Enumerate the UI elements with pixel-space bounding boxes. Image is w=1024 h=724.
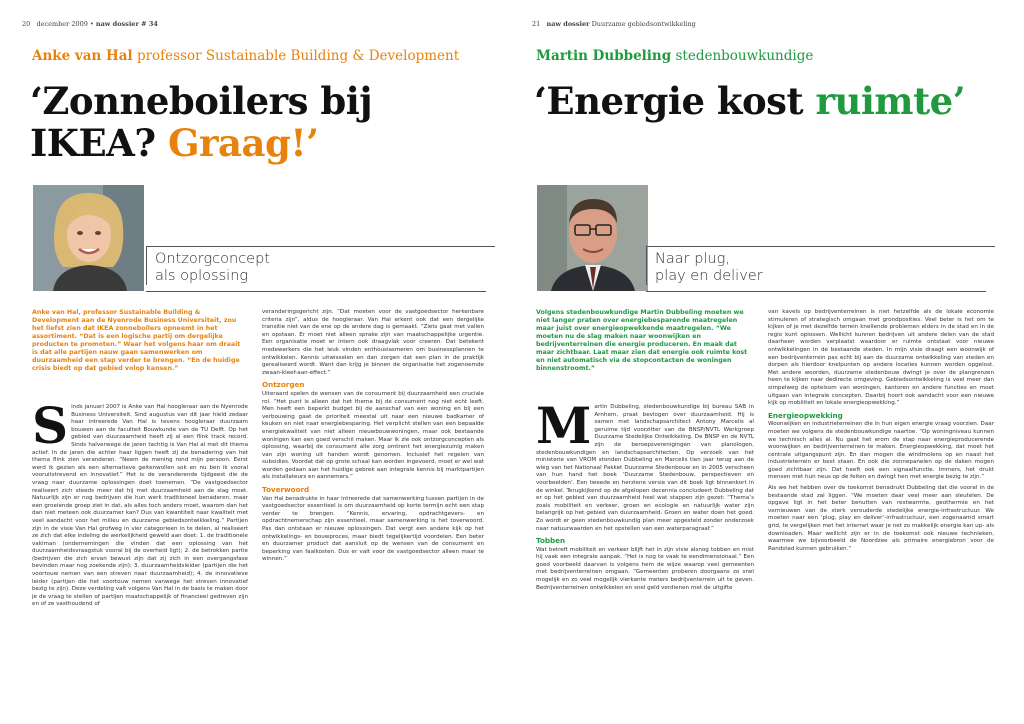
left-headline-accent: Graag!’ [167,121,319,165]
right-subhead-line2: play en deliver [655,268,763,284]
left-headline-line2-a: IKEA? [30,121,168,165]
left-byline [32,48,459,64]
right-folio [532,20,696,28]
right-col2-paragraph-1: van kavels op bedrijventerreinen is niet hetzelfde als de lokale economie stimuleren of strategisch omgaan met grondposities. Veel beter is het om te kijken of je met dezelfde terrein knellende problemen elders in de stad en in de regio kunt oplossen. Wellicht kunnen bedrijven uit andere delen van de stad daarheen worden verplaatst waardoor er ruimte ontstaat voor nieuwe ontwikkelingen in de bestaande steden. In mijn visie draagt een woonwijk of een bedrijventerrein pas echt bij aan de duurzame ontwikkeling van steden en dorpen als hierdoor knelpunten op andere locaties kunnen worden opgelost. Met andere woorden, duurzame stedenbouw dwingt je over de plangrenzen heen te kijken naar dedirecte omgeving. Gebiedsontwikkeling is veel meer dan simpelweg de optelsom van woningen, kantoren en andere functies en moet uitgaan van integrale concepten. Daarbij hoort ook aandacht voor een nieuwe kijk op mobiliteit en lokale energieopwekking.” [768,309,994,407]
left-col2-paragraph-1: veranderingsgericht zijn. “Dat moeten voor de vastgoedsector herkenbare criteria zijn”, aldus de hoogleraar. Van Hal erkent ook dat een dergelijke transitie niet van de ene op de andere dag is gemaakt. “Ziets gaat met vallen en opstaan. Er moet niet alleen sprake zijn van maatschappelijke urgentie. Een organisatie moet er intern ook draagvlak voor creeren. Dat betekent medewerkers die het leuk vinden enthousiasmeren om businessplannen te ontwikkelen. Kennis uitwisselen en dan zorgen dat een plan in de praktijk gerealiseerd wordt. Want dan krijg je binnen de organisatie het zogenoemde zwaan-kleef-aan-effect.” [262,309,484,376]
right-headline [534,80,1014,122]
left-author-photo [33,185,144,291]
left-subhead-line2: als oplossing [155,268,249,284]
right-author-name: Martin Dubbeling [536,48,672,64]
right-section-energieopwekking: Energieopwekking [768,410,843,420]
left-col1-paragraph: inds januari 2007 is Anke van Hal hoogleraar aan de Nyenrode Business Universiteit. Sind augustus van dit jaar hield zedaar haar intreerede Van Hal is tevens hoogleraar duurzaam bouwen aan de faculteit Bouwkunde van de TU Delft. Op het gebied van duurzaamheid heeft zij al een flink track record. Sinds halverwege de jaren tachtig is Van Hal al met dit thema actief. In de jaren die achter haar liggen heeft zij de benadering van het thema flink zien veranderen. “Neem de mening rond mijn persoon. Eerst werd ik gezien als een alternatieve geitenwollen sok en nu ben ik vooral vooruitstrevend en innovatief.” Het is de veranderende tijdgeest die de vraag naar duurzame oplossingen doet toenemen. “De vastgoedsector realiseert zich steeds meer dat hij met duurzaamheid aan de slag moet. Natuurlijk zijn er nog bedrijven die hun werk traditioneel benaderen, maar een groeiende groep ziet in dat, als alles toch anders moet, waarom dan het dan niet meteen ook duurzamer kan? Dus van kwantiteit naar kwaliteit met veel aandacht voor het milieu en duurzame gebiedsontwikkeling.” Partijen zijn in de visie Van Hal grofweg in vier categorieen in te delen, al realiseert ze zich dat elke indeling de werkelijkheid geweld aan doet: 1. de traditionele vaklman (ondernemingen die vinden dat een oplossing van het duurzaamheidsvraagstuk vooral bij de overheid ligt); 2. de betrokken partie (bedrijven die zich ervan bewust zijn dat zij zich in een overgangsfase bevinden maar nog zoekende zijn); 3. duurzaamheidsleider (partijen die het voortouw nemen van een streven naar duurzaamheid); 4. de innovatieve leider (partijen die het voortouw nemen vanwege het streven innovatief bezig te zijn). Deze verdeling valt volgens Van Hal in de basis te maken door je de vraag te stellen of partijen maatschappelijk of financieel gedreven zijn en of ze vasthoudend of [32,404,248,608]
left-folio-title: naw dossier # 34 [95,20,158,28]
right-col1-paragraph-2: Wat betreft mobiliteit en verkeer blijft het in zijn visie alsnog tobben en mist hij vaak een integrale aanpak. “Het is nog te vaak te eendimensionaal.” Een goed voorbeeld daarvan is volgens hem de wijze waarop veel gemeenten met bedrijventerreinen omgaan. “Gemeenten proberen doorgaans zo snel mogelijk en zo veel mogelijk vierkante meters bedrijventerrein uit te geven. Bedrijventerreinen ontwikkelen en snel geld verdienen met de uitgifte [536,546,754,591]
right-col2-paragraph-3: Als we het hebben over de toekomst benadrukt Dubbeling dat die vooral in de bestaande stad zal liggen. “We moeten daar veel meer aan sleutelen. De opgave ligt in het beter benutten van restwarmte, geothermie en het vernieuwen van de sterk verouderde stedelijke energie-infrastructuur. We moeten naar een ‘plug, play en deliver’-infrastructuur, een zogenaamd smart grid, te vergelijken met het internet waar je net zo makkelijk energie kan up- als downloaden. Maar wellicht zijn er in de toekomst ook nieuwe technieken, waarmee we bijvoorbeeld de Noordzee als primaire energiebron voor de Randstad kunnen gebruiken.” [768,485,994,552]
portrait-woman-image [33,185,144,291]
left-folio-issue: december 2009 • [36,20,94,28]
right-author-role: stedenbouwkundige [671,48,814,64]
left-subhead [146,246,495,285]
right-intro: Volgens stedenbouwkundige Martin Dubbeling moeten we niet langer praten over energiebesparende maatregelen maar juist over energieopwekkende maatregelen. “We moeten nu de slag maken naar woonwijken en bedrijventerreinen die energie produceren. En maak dat maar zichtbaar. Laat maar zien dat energie ook ruimte kost en niet automatisch via de stopcontacten de woningen binnenstroomt.” [536,309,748,372]
left-column-1 [32,396,248,612]
right-folio-subject: Duurzame gebiedsontwikkeling [589,20,696,28]
right-subhead-rule [646,291,986,292]
left-author-name: Anke van Hal [32,48,133,64]
left-section-toverwoord: Toverwoord [262,485,310,495]
right-dropcap: M [536,396,592,455]
right-page [512,0,1024,724]
left-subhead-line1: Ontzorgconcept [155,251,270,267]
right-page-number: 21 [532,20,541,28]
right-folio-title: naw dossier [546,20,590,28]
left-headline-line1: ‘Zonneboilers bij [30,79,373,123]
left-subhead-rule [146,291,486,292]
right-col2-paragraph-2: Woonwijken en industrieterreinen die in hun eigen energie vraag voorzien. Daar moeten we volgens de stedenbouwkundige naartoe. “Op woningniveau kunnen we technisch alles al. Nu gaat het erom de stap naar energieproducerende woonwijken en bedrijventerreinen te maken. Energieopwekking, dat moet het centrale uitgangspunt zijn. En dan mogen die windmolens op en naast het industrieterrein er best staan. En ook die zonnepanelen op de daken mogen goed zichtbaar zijn. Dat heeft ook een signaalfunctie. Immers, het drukt mensen met hun neus op de feiten en dwingt hen met energie bezig te zijn.” [768,421,994,481]
left-col2-paragraph-2: Uiteraard spelen de wensen van de consument bij duurzaamheid een cruciale rol. “Het punt is alleen dat het thema bij de consument nog niet echt leeft. Men heeft een beperkt budget bij de aanschaf van een woning en bij een verbouwing gaat de prioriteit meestal uit naar een nieuwe badkamer of keuken en niet naar energiebesparing. Het verplicht stellen van een bepaalde energiekwaliteit van niet alleen nieuwbouwwoningen, maar ook bestaande woningen kan een goed verschil maken. Maar ik zie ook ontzorgconcepten als oplossing, waarbij de consument alle zorg omtrent het energiezuinig maken van zijn woning uit handen wordt genomen. Inclusief het regelen van subsidies. Voordat dat op grote schaal kan worden ingevoerd, moet er wel wat worden gedaan aan het huidige gebrek aan integrale kennis bij marktpartijen als installateurs en aannemers.” [262,390,484,481]
left-headline [30,80,500,164]
right-headline-accent: ruimte’ [815,79,966,123]
right-section-tobben: Tobben [536,536,566,546]
left-col2-paragraph-3: Van Hal benadrukte in haar intreerede dat samenwerking tussen partijen in de vastgoedsector essentieel is om duurzaamheid op korte termijn echt een stap verder te brengen. “Kennis, ervaring, opdrachtgevers- en opdrachtnemerschap zijn essentieel, maar samenwerking is het toverwoord. Pas dan ontstaan er nieuwe oplossingen. Dat vergt een andere kijk op het ontwikkelings- en bouwproces, maar biedt tegelijkertijd voordelen. Een beter en duurzamer product dat aansluit op de wensen van de consument en beperking van faalkosten. Dus er valt voor de vastgoedsector alleen maar te winnen.” [262,495,484,563]
right-col1-paragraph-1: artin Dubbeling, stedenbouwkundige bij bureau SAB in Arnhem, praat bevlogen over duurzaamheid. Hij is samen met landschapsarchitect Antony Marcelis al geruime tijd voorzitter van de BNSP/NVTL Werkgroep Duurzame Stedelijke Ontwikkeling. De BNSP en de NVTL zijn de beroepsverenigingen van planologen, stedenbouwkundigen en landschapsarchitecten. Op verzoek van het ministerie van VROM stonden Dubbeling en Marcelis tien jaar terug aan de wieg van het Nationaal Pakket Duurzame Stedenbouw en in 2005 verscheen van hun hand het boek ‘Duurzame Stedenbouw, perspectieven en voorbeelden’. Een tweede en herziene versie van dit boek ligt binnenkort in de winkel. Terugkijkend op de afgelopen decennia concludeert Dubbeling dat er op het gebied van duurzaamheid heel wat stappen zijn gezet: “Thema’s zoals mobiliteit en verkeer, groen en ecologie en natuurlijk water zijn belangrijk op het gebied van duurzaamheid. Groen en water doen het goed. Zo wordt er geen stedenbouwkundig plan meer opgesteld zonder onderzoek naar natuurwaarden en het opstellen van een waterparagraaf.” [536,404,754,532]
left-headline-line2 [30,122,500,164]
right-subhead-line1: Naar plug, [655,251,730,267]
right-column-2 [768,309,994,556]
left-page-number: 20 [22,20,31,28]
right-headline-a: ‘Energie kost [534,79,816,123]
portrait-man-image [537,185,648,291]
right-column-1 [536,396,754,595]
left-folio [22,20,158,28]
left-author-role: professor Sustainable Building & Development [132,48,460,64]
left-column-2 [262,309,484,567]
right-subhead [646,246,995,285]
right-byline [536,48,813,64]
left-intro: Anke van Hal, professor Sustainable Building & Development aan de Nyenrode Business Universiteit, zou het liefst zien dat IKEA zonneboilers opneemt in het assortiment. “Dat is een logische partij om dergelijke producten te promoten.” Waar het volgens haar om draait is dat alle partijen nauw gaan samenwerken om duurzaamheid een stap verder te brengen. “En de huidige crisis biedt op dat gebied volop kansen.” [32,309,241,372]
left-section-ontzorgen: Ontzorgen [262,380,305,390]
left-dropcap: S [32,396,69,455]
right-author-photo [537,185,648,291]
